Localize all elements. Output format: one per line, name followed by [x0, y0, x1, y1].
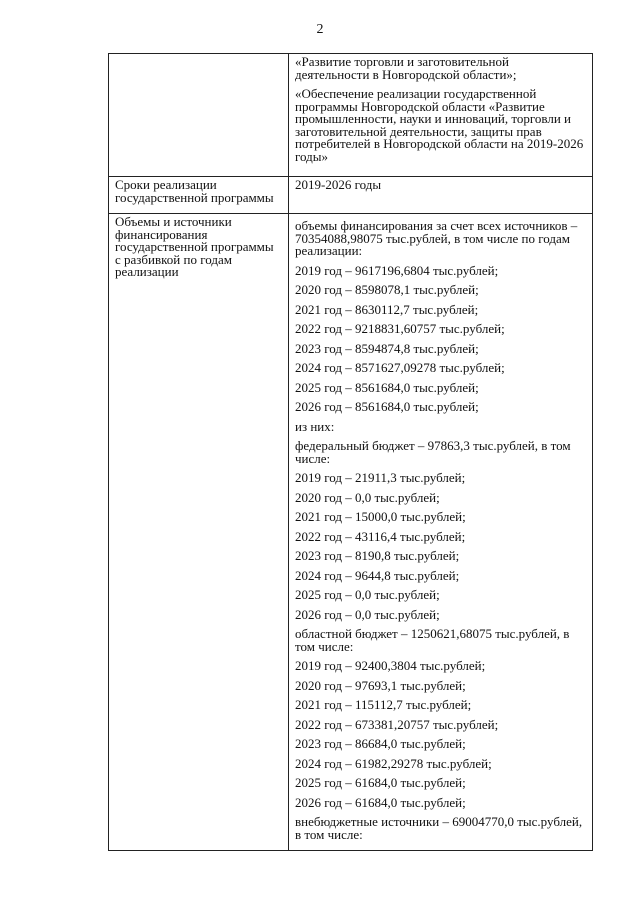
funding-line: 2024 год – 8571627,09278 тыс.рублей; — [295, 360, 505, 375]
extrabudgetary-total: внебюджетные источники – 69004770,0 тыс.рублей, в том числе: — [295, 814, 583, 842]
funding-values-cell — [289, 214, 593, 851]
funding-label-cell: Объемы и источники финансирования государственной программы с разбивкой по годам реализации — [109, 214, 289, 851]
funding-line: 2019 год – 92400,3804 тыс.рублей; — [295, 658, 486, 673]
subprograms-cell — [289, 54, 593, 177]
funding-of-them: из них: — [295, 418, 335, 434]
funding-line: 2020 год – 8598078,1 тыс.рублей; — [295, 282, 479, 297]
table-row — [109, 177, 593, 214]
funding-line: 2021 год – 115112,7 тыс.рублей; — [295, 697, 472, 712]
federal-budget-total: федеральный бюджет – 97863,3 тыс.рублей, в том числе: — [295, 438, 571, 466]
funding-line: 2021 год – 8630112,7 тыс.рублей; — [295, 301, 479, 317]
funding-line: 2020 год – 0,0 тыс.рублей; — [295, 489, 440, 505]
table-row — [109, 214, 593, 851]
table-cell-empty — [109, 54, 289, 177]
page-number: 2 — [316, 22, 324, 37]
funding-total: объемы финансирования за счет всех источников – 70354088,98075 тыс.рублей, в том числе по годам реализации: — [295, 218, 578, 258]
funding-line: 2026 год – 61684,0 тыс.рублей; — [295, 794, 466, 810]
funding-line: 2022 год – 673381,20757 тыс.рублей; — [295, 716, 499, 732]
funding-line: 2022 год – 9218831,60757 тыс.рублей; — [295, 321, 505, 336]
funding-line: 2025 год – 0,0 тыс.рублей; — [295, 587, 440, 602]
subprogram-implementation: «Обеспечение реализации государственной программы Новгородской области «Развитие промышленности, науки и инноваций, торговли и заготовительной деятельности, защиты прав потребителей в Новгородской области на 2019-2026 годы» — [295, 86, 584, 164]
funding-line: 2024 год – 61982,29278 тыс.рублей; — [295, 755, 492, 771]
funding-line: 2019 год – 21911,3 тыс.рублей; — [295, 470, 466, 485]
regional-budget-total: областной бюджет – 1250621,68075 тыс.рублей, в том числе: — [295, 626, 570, 654]
funding-line: 2023 год – 8190,8 тыс.рублей; — [295, 548, 460, 563]
table-row — [109, 54, 593, 177]
funding-line: 2023 год – 86684,0 тыс.рублей; — [295, 736, 466, 751]
subprogram-trade: «Развитие торговли и заготовительной деятельности в Новгородской области»; — [295, 54, 517, 82]
funding-line: 2022 год – 43116,4 тыс.рублей; — [295, 528, 466, 544]
funding-line: 2025 год – 61684,0 тыс.рублей; — [295, 775, 466, 790]
funding-line: 2021 год – 15000,0 тыс.рублей; — [295, 509, 466, 524]
term-label-cell: Сроки реализации государственной программы — [109, 177, 289, 214]
funding-line: 2025 год – 8561684,0 тыс.рублей; — [295, 379, 479, 395]
term-value-cell: 2019-2026 годы — [289, 177, 593, 214]
funding-line: 2023 год – 8594874,8 тыс.рублей; — [295, 340, 479, 356]
funding-line: 2026 год – 0,0 тыс.рублей; — [295, 606, 440, 622]
funding-line: 2019 год – 9617196,6804 тыс.рублей; — [295, 262, 499, 278]
program-passport-table — [108, 53, 593, 851]
funding-line: 2024 год – 9644,8 тыс.рублей; — [295, 567, 460, 583]
funding-line: 2026 год – 8561684,0 тыс.рублей; — [295, 399, 479, 414]
funding-line: 2020 год – 97693,1 тыс.рублей; — [295, 677, 466, 693]
